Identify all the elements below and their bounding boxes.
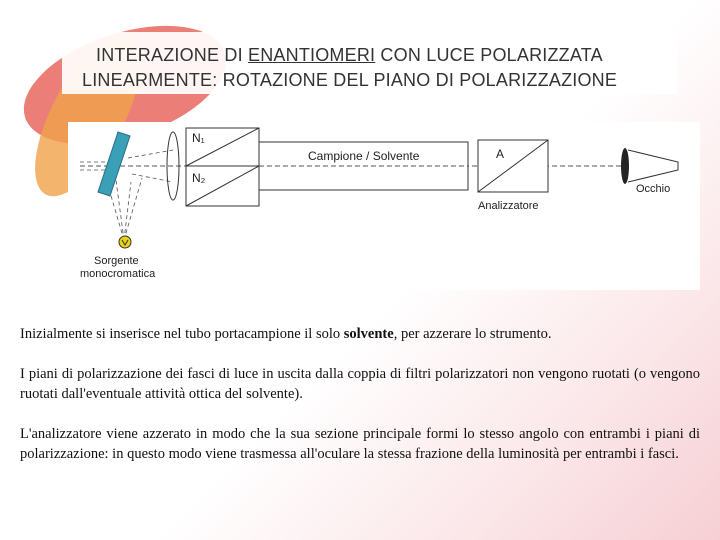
- title-pre: INTERAZIONE DI: [96, 45, 249, 65]
- title-term: ENANTIOMERI: [248, 45, 376, 65]
- title-line-2: LINEARMENTE: ROTAZIONE DEL PIANO DI POLARIZZAZIONE: [82, 70, 618, 90]
- p1-post: , per azzerare lo strumento.: [393, 326, 552, 342]
- light-rays: [80, 128, 188, 240]
- label-eye: Occhio: [636, 183, 671, 195]
- eye-lens: [621, 148, 629, 184]
- paragraph-3: L'analizzatore viene azzerato in modo che la sua sezione principale formi lo stesso angolo con entrambi i piani di polarizzazione: in questo modo viene trasmessa all'oculare la stessa frazione della luminosità per entrambi i fasci.: [20, 426, 700, 462]
- label-n2: N₂: [192, 171, 206, 185]
- p1-pre: Inizialmente si inserisce nel tubo portacampione il solo: [20, 326, 344, 342]
- paragraph-2: I piani di polarizzazione dei fasci di luce in uscita dalla coppia di filtri polarizzatori non vengono ruotati (o vengono ruotati dall'eventuale attività ottica del solvente).: [20, 366, 700, 402]
- paragraph-1: [20, 324, 700, 344]
- p1-bold: solvente: [343, 326, 394, 342]
- label-sample: Campione / Solvente: [308, 149, 420, 163]
- label-a: A: [496, 147, 505, 161]
- title-line-1: [96, 45, 603, 66]
- label-source-2: monocromatica: [80, 268, 156, 280]
- title-post: CON LUCE POLARIZZATA: [375, 45, 603, 65]
- label-n1: N₁: [192, 131, 205, 145]
- polarimeter-diagram: [68, 122, 700, 290]
- label-source-1: Sorgente: [94, 255, 139, 267]
- light-source: [119, 236, 131, 248]
- prism: [98, 132, 130, 196]
- label-analyzer: Analizzatore: [478, 200, 539, 212]
- eye-icon: [628, 150, 678, 182]
